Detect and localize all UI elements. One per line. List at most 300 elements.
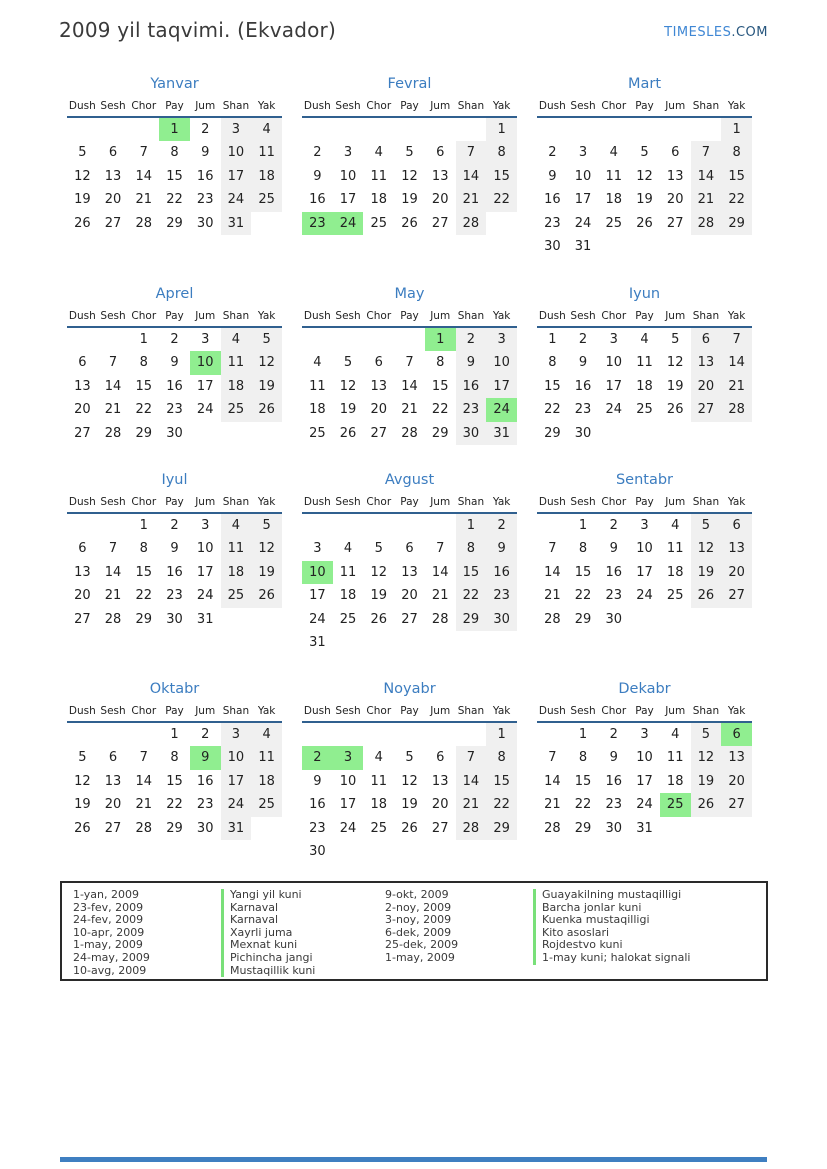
weekday-label: Chor (366, 496, 392, 508)
day-cell: 5 (78, 145, 87, 161)
holiday-day-cell: 3 (333, 746, 364, 769)
day-cell: 20 (370, 402, 388, 418)
weekday-label: Sesh (335, 496, 361, 508)
day-cell: 29 (166, 215, 183, 231)
weekday-label: Dush (303, 496, 331, 508)
empty-cell (568, 118, 599, 141)
day-grid (537, 514, 752, 631)
weekday-label: Yak (492, 705, 511, 717)
day-cell: 25 (309, 425, 326, 441)
day-cell: 29 (431, 425, 449, 441)
day-cell: 30 (196, 820, 214, 836)
day-cell: 9 (313, 773, 322, 789)
day-cell: 19 (401, 797, 418, 813)
empty-cell (537, 723, 568, 746)
day-cell: 22 (135, 402, 153, 418)
weekday-label: Jum (430, 496, 451, 508)
day-cell: 17 (574, 192, 592, 208)
day-cell: 30 (309, 843, 326, 859)
day-cell: 17 (636, 564, 653, 580)
day-cell: 6 (78, 355, 87, 371)
month-title: Iyun (628, 286, 661, 302)
day-cell: 18 (309, 402, 326, 418)
day-cell: 4 (671, 518, 680, 533)
legend-date: 6-dek, 2009 (385, 925, 452, 939)
day-cell: 15 (166, 773, 183, 789)
legend-holiday-name: Kito asoslari (533, 927, 757, 940)
day-cell: 2 (201, 122, 210, 137)
weekday-label: Jum (430, 310, 451, 322)
day-cell: 15 (166, 168, 183, 184)
weekday-header (302, 309, 517, 328)
empty-cell (486, 212, 517, 235)
day-cell: 19 (74, 192, 91, 208)
day-cell: 4 (251, 723, 282, 746)
day-cell: 21 (456, 793, 487, 816)
weekday-label: Shan (692, 496, 720, 508)
day-grid (67, 723, 282, 840)
day-cell: 17 (339, 192, 357, 208)
weekday-label: Sesh (570, 496, 596, 508)
empty-cell (425, 840, 456, 863)
day-cell: 14 (135, 773, 153, 789)
weekday-label: Pay (400, 705, 419, 717)
day-cell: 17 (636, 773, 653, 789)
day-cell: 23 (574, 402, 592, 418)
weekday-label: Yak (727, 100, 746, 112)
empty-cell (333, 118, 364, 141)
day-cell: 28 (135, 215, 153, 231)
month-oktabr (67, 681, 282, 863)
empty-cell (425, 631, 456, 654)
weekday-label: Dush (68, 705, 96, 717)
day-cell: 12 (636, 168, 653, 184)
day-cell: 11 (251, 141, 282, 164)
day-cell: 22 (486, 793, 517, 816)
day-cell: 2 (609, 518, 618, 533)
day-cell: 11 (370, 773, 388, 789)
legend-date: 1-may, 2009 (385, 950, 455, 964)
day-cell: 18 (251, 165, 282, 188)
month-title: Noyabr (383, 681, 436, 697)
day-cell: 24 (309, 611, 326, 627)
weekday-label: Dush (68, 310, 96, 322)
day-cell: 19 (251, 375, 282, 398)
day-cell: 25 (666, 588, 684, 604)
day-cell: 19 (666, 378, 684, 394)
empty-cell (98, 328, 129, 351)
day-cell: 13 (74, 378, 91, 394)
day-cell: 18 (339, 588, 357, 604)
day-cell: 19 (74, 797, 91, 813)
day-cell: 7 (456, 746, 487, 769)
day-cell: 8 (486, 746, 517, 769)
weekday-label: Jum (195, 705, 216, 717)
holiday-day-cell: 1 (425, 328, 456, 351)
day-cell: 24 (636, 797, 653, 813)
day-cell: 18 (605, 192, 623, 208)
empty-cell (537, 514, 568, 537)
day-cell: 15 (544, 378, 561, 394)
day-cell: 25 (370, 215, 388, 231)
weekday-label: Sesh (100, 310, 126, 322)
day-cell: 28 (401, 425, 418, 441)
day-cell: 15 (135, 378, 153, 394)
day-cell: 13 (104, 168, 122, 184)
weekday-label: Sesh (100, 100, 126, 112)
empty-cell (660, 235, 691, 258)
weekday-label: Shan (222, 100, 250, 112)
day-cell: 26 (691, 793, 722, 816)
day-cell: 31 (309, 634, 326, 650)
weekday-label: Yak (492, 100, 511, 112)
empty-cell (98, 514, 129, 537)
weekday-label: Chor (131, 705, 157, 717)
day-cell: 13 (401, 564, 418, 580)
day-cell: 3 (221, 118, 252, 141)
day-grid (67, 118, 282, 235)
weekday-label: Jum (665, 310, 686, 322)
empty-cell (598, 235, 629, 258)
weekday-label: Dush (303, 310, 331, 322)
empty-cell (394, 328, 425, 351)
day-cell: 25 (339, 611, 357, 627)
day-cell: 5 (691, 514, 722, 537)
weekday-label: Pay (635, 705, 654, 717)
day-cell: 5 (343, 355, 353, 371)
empty-cell (67, 723, 98, 746)
weekday-label: Jum (665, 705, 686, 717)
weekday-label: Chor (601, 310, 627, 322)
day-cell: 10 (221, 141, 252, 164)
day-cell: 31 (486, 422, 517, 445)
day-cell: 24 (636, 588, 653, 604)
day-cell: 13 (74, 564, 91, 580)
day-cell: 16 (605, 564, 623, 580)
day-cell: 16 (544, 192, 561, 208)
day-cell: 26 (74, 215, 91, 231)
day-cell: 24 (196, 588, 214, 604)
day-cell: 13 (691, 351, 722, 374)
month-title: Oktabr (149, 681, 200, 697)
weekday-header (67, 309, 282, 328)
weekday-label: Pay (400, 100, 419, 112)
day-cell: 21 (135, 192, 153, 208)
weekday-label: Sesh (335, 100, 361, 112)
day-cell: 29 (574, 611, 592, 627)
empty-cell (486, 840, 517, 863)
day-cell: 6 (78, 541, 87, 557)
legend-holiday-name: Yangi yil kuni (221, 889, 373, 902)
day-grid (67, 514, 282, 631)
day-cell: 31 (574, 238, 592, 254)
day-cell: 26 (401, 820, 418, 836)
weekday-label: Dush (68, 496, 96, 508)
day-cell: 4 (640, 332, 649, 347)
empty-cell (660, 118, 691, 141)
day-cell: 1 (139, 332, 148, 347)
empty-cell (660, 817, 691, 840)
day-cell: 22 (574, 588, 592, 604)
empty-cell (598, 118, 629, 141)
months-row-2 (67, 286, 752, 445)
day-cell: 12 (339, 378, 357, 394)
day-cell: 16 (486, 561, 517, 584)
day-cell: 19 (691, 561, 722, 584)
month-title: Fevral (387, 76, 432, 92)
day-cell: 4 (671, 727, 680, 742)
day-cell: 15 (431, 378, 449, 394)
weekday-label: Chor (131, 100, 157, 112)
day-cell: 1 (578, 727, 588, 742)
day-cell: 28 (544, 611, 561, 627)
month-title: Aprel (155, 286, 194, 302)
legend-date: 1-yan, 2009 (73, 888, 139, 901)
day-cell: 18 (221, 375, 252, 398)
day-cell: 11 (666, 750, 684, 766)
day-cell: 22 (166, 797, 183, 813)
day-cell: 2 (201, 727, 210, 742)
weekday-label: Yak (727, 310, 746, 322)
day-cell: 27 (370, 425, 388, 441)
day-grid (537, 328, 752, 445)
day-cell: 5 (405, 145, 414, 161)
day-cell: 20 (74, 402, 91, 418)
footer-accent-bar (60, 1157, 767, 1162)
day-cell: 13 (666, 168, 684, 184)
brand-name: TIMESLES (664, 25, 732, 40)
day-cell: 16 (196, 773, 214, 789)
day-cell: 2 (486, 514, 517, 537)
day-cell: 23 (309, 820, 326, 836)
day-cell: 9 (548, 168, 557, 184)
day-cell: 1 (486, 723, 517, 746)
month-noyabr (302, 681, 517, 863)
day-cell: 12 (691, 746, 722, 769)
empty-cell (394, 631, 425, 654)
empty-cell (691, 422, 722, 445)
day-cell: 28 (135, 820, 153, 836)
day-cell: 19 (691, 770, 722, 793)
month-avgust (302, 472, 517, 654)
day-cell: 23 (166, 402, 183, 418)
day-cell: 7 (139, 145, 148, 161)
day-cell: 23 (456, 398, 487, 421)
day-cell: 24 (196, 402, 214, 418)
day-cell: 11 (636, 355, 653, 371)
day-cell: 2 (609, 727, 618, 742)
day-grid (302, 723, 517, 863)
day-cell: 21 (544, 588, 561, 604)
weekday-label: Sesh (335, 310, 361, 322)
empty-cell (363, 514, 394, 537)
legend-holiday-name: Mexnat kuni (221, 939, 373, 952)
day-cell: 27 (431, 820, 449, 836)
legend-holiday-name: Guayakilning mustaqilligi (533, 889, 757, 902)
month-title: Iyul (161, 472, 188, 488)
weekday-label: Shan (457, 496, 485, 508)
weekday-label: Dush (538, 705, 566, 717)
day-cell: 14 (135, 168, 153, 184)
day-cell: 27 (431, 215, 449, 231)
day-cell: 21 (135, 797, 153, 813)
day-cell: 28 (456, 212, 487, 235)
empty-cell (67, 118, 98, 141)
day-cell: 29 (486, 817, 517, 840)
empty-cell (98, 118, 129, 141)
legend-date: 24-fev, 2009 (73, 913, 144, 927)
day-cell: 6 (374, 355, 383, 371)
day-cell: 8 (456, 537, 487, 560)
holiday-day-cell: 10 (302, 561, 333, 584)
weekday-label: Shan (222, 496, 250, 508)
holiday-day-cell: 24 (333, 212, 364, 235)
day-cell: 17 (196, 378, 214, 394)
month-sentabr (537, 472, 752, 654)
brand-link[interactable] (664, 25, 768, 40)
day-cell: 11 (605, 168, 623, 184)
day-cell: 9 (456, 351, 487, 374)
month-iyun (537, 286, 752, 445)
day-cell: 3 (221, 723, 252, 746)
day-cell: 7 (721, 328, 752, 351)
weekday-label: Yak (257, 310, 276, 322)
day-cell: 5 (640, 145, 649, 161)
day-cell: 6 (436, 145, 445, 161)
day-cell: 14 (456, 165, 487, 188)
weekday-label: Shan (692, 705, 720, 717)
day-cell: 19 (339, 402, 357, 418)
day-cell: 11 (251, 746, 282, 769)
day-cell: 16 (166, 378, 183, 394)
day-cell: 9 (609, 750, 618, 766)
month-title: Yanvar (150, 76, 199, 92)
day-cell: 13 (104, 773, 122, 789)
brand-tld: .COM (731, 25, 768, 40)
empty-cell (691, 817, 722, 840)
day-cell: 28 (544, 820, 561, 836)
day-cell: 27 (74, 611, 91, 627)
day-cell: 1 (486, 118, 517, 141)
weekday-label: Shan (692, 100, 720, 112)
weekday-label: Jum (195, 310, 216, 322)
day-cell: 23 (196, 192, 214, 208)
day-cell: 30 (574, 425, 592, 441)
day-cell: 14 (104, 564, 122, 580)
day-cell: 20 (721, 770, 752, 793)
day-cell: 14 (456, 770, 487, 793)
empty-cell (629, 422, 660, 445)
empty-cell (456, 631, 487, 654)
day-cell: 28 (431, 611, 449, 627)
empty-cell (251, 422, 282, 445)
day-cell: 3 (609, 332, 618, 347)
day-cell: 22 (544, 402, 561, 418)
day-cell: 12 (74, 773, 91, 789)
day-cell: 15 (721, 165, 752, 188)
day-cell: 10 (486, 351, 517, 374)
month-mart (537, 76, 752, 258)
day-cell: 7 (456, 141, 487, 164)
empty-cell (537, 118, 568, 141)
empty-cell (333, 723, 364, 746)
day-cell: 19 (251, 561, 282, 584)
empty-cell (363, 723, 394, 746)
day-cell: 7 (548, 541, 557, 557)
day-cell: 11 (370, 168, 388, 184)
empty-cell (363, 840, 394, 863)
legend-holiday-name: Rojdestvo kuni (533, 939, 757, 952)
weekday-label: Chor (366, 100, 392, 112)
legend-holiday-name: Kuenka mustaqilligi (533, 914, 757, 927)
legend-holiday-name: Mustaqillik kuni (221, 965, 373, 978)
day-cell: 19 (401, 192, 418, 208)
day-cell: 25 (636, 402, 653, 418)
month-yanvar (67, 76, 282, 258)
empty-cell (333, 514, 364, 537)
day-cell: 29 (166, 820, 183, 836)
weekday-label: Dush (538, 310, 566, 322)
day-cell: 15 (456, 561, 487, 584)
weekday-label: Jum (430, 100, 451, 112)
day-cell: 26 (401, 215, 418, 231)
empty-cell (629, 118, 660, 141)
day-cell: 10 (605, 355, 623, 371)
legend-date: 9-okt, 2009 (385, 888, 449, 901)
day-cell: 7 (108, 355, 118, 371)
day-cell: 13 (721, 537, 752, 560)
day-cell: 17 (605, 378, 623, 394)
day-cell: 1 (578, 518, 588, 533)
empty-cell (98, 723, 129, 746)
weekday-label: Yak (492, 496, 511, 508)
weekday-label: Pay (165, 100, 184, 112)
empty-cell (67, 328, 98, 351)
day-cell: 3 (343, 145, 353, 161)
empty-cell (456, 840, 487, 863)
empty-cell (67, 514, 98, 537)
empty-cell (363, 118, 394, 141)
empty-cell (251, 212, 282, 235)
day-cell: 21 (721, 375, 752, 398)
legend-date: 2-noy, 2009 (385, 900, 452, 914)
day-cell: 1 (548, 332, 557, 347)
empty-cell (660, 422, 691, 445)
day-grid (537, 118, 752, 258)
day-cell: 30 (605, 820, 623, 836)
day-cell: 8 (139, 355, 148, 371)
day-cell: 25 (251, 793, 282, 816)
empty-cell (456, 118, 487, 141)
day-cell: 14 (104, 378, 122, 394)
day-cell: 13 (431, 168, 449, 184)
day-cell: 23 (605, 588, 623, 604)
month-title: Dekabr (618, 681, 671, 697)
day-cell: 30 (196, 215, 214, 231)
day-cell: 10 (574, 168, 592, 184)
weekday-label: Sesh (335, 705, 361, 717)
legend-holiday-name: Xayrli juma (221, 927, 373, 940)
day-cell: 4 (609, 145, 618, 161)
holiday-day-cell: 10 (190, 351, 221, 374)
legend-date: 3-noy, 2009 (385, 913, 452, 927)
day-cell: 18 (666, 773, 684, 789)
empty-cell (629, 235, 660, 258)
day-cell: 28 (691, 212, 722, 235)
weekday-label: Yak (727, 496, 746, 508)
day-cell: 20 (104, 797, 122, 813)
empty-cell (721, 608, 752, 631)
